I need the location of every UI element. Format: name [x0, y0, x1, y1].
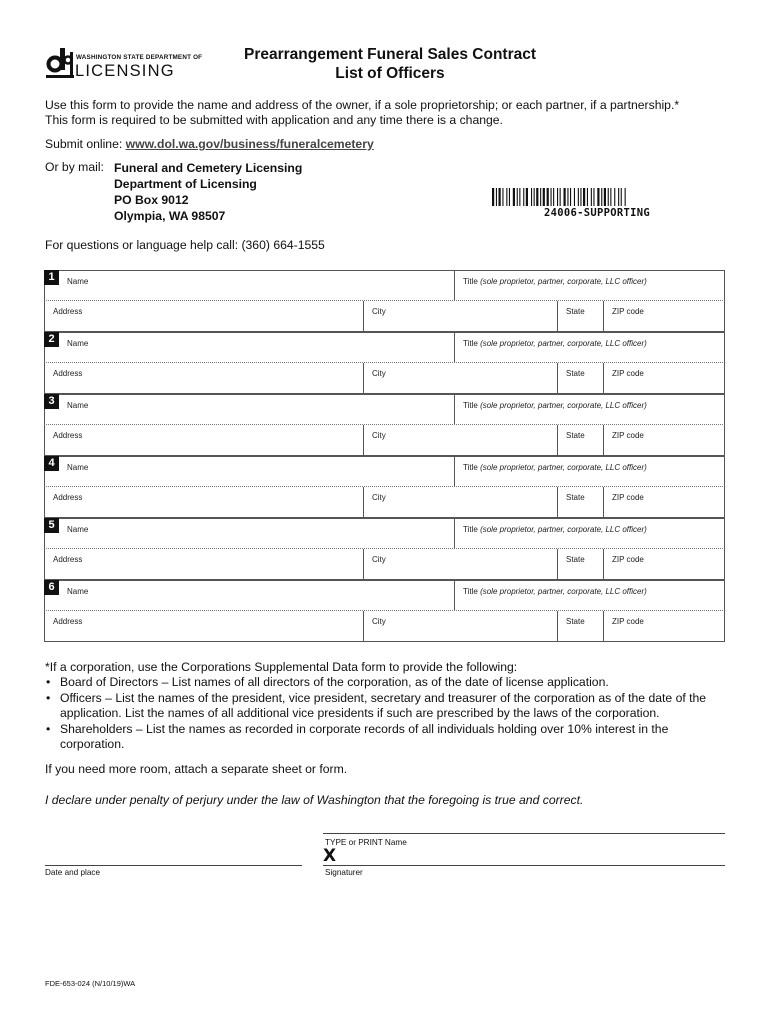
- name-label: Name: [67, 401, 89, 410]
- officer-block: [44, 456, 725, 518]
- officer-address-field[interactable]: [45, 363, 363, 393]
- barcode-bar: [570, 188, 571, 206]
- barcode-bar: [531, 188, 532, 206]
- city-label: City: [372, 369, 386, 378]
- officer-address-field[interactable]: [45, 487, 363, 517]
- officer-name-row: [44, 580, 725, 611]
- intro-line1: Use this form to provide the name and address of the owner, if a sole proprietorship; or each partner, if a partnership.*: [45, 98, 680, 112]
- officer-title-field[interactable]: [454, 271, 726, 300]
- officer-name-row: [44, 518, 725, 549]
- title-label: [463, 339, 647, 348]
- barcode-bar: [608, 188, 609, 206]
- barcode-bar: [591, 188, 592, 206]
- name-label: Name: [67, 463, 89, 472]
- state-label: State: [566, 307, 585, 316]
- mail-line: Olympia, WA 98507: [114, 209, 226, 223]
- officer-address-row: [44, 487, 725, 518]
- mail-line: Funeral and Cemetery Licensing: [114, 161, 303, 175]
- barcode-bar: [551, 188, 552, 206]
- mail-line: Department of Licensing: [114, 177, 257, 191]
- submit-online-label: Submit online:: [45, 137, 123, 151]
- officer-city-field[interactable]: [363, 301, 557, 331]
- officer-state-field[interactable]: [557, 425, 603, 455]
- name-label: Name: [67, 339, 89, 348]
- officer-name-field[interactable]: [45, 333, 454, 362]
- officer-address-row: [44, 363, 725, 394]
- notes-intro: *If a corporation, use the Corporations Supplemental Data form to provide the following:: [45, 660, 518, 674]
- barcode-bar: [604, 188, 606, 206]
- title-label-prefix: Title: [463, 463, 478, 472]
- address-label: Address: [53, 555, 83, 564]
- title-label-prefix: Title: [463, 525, 478, 534]
- title-label-hint: (sole proprietor, partner, corporate, LLC officer): [480, 401, 647, 410]
- address-label: Address: [53, 369, 83, 378]
- zip-label: ZIP code: [612, 555, 644, 564]
- barcode-bar: [502, 188, 503, 206]
- officer-name-field[interactable]: [45, 519, 454, 548]
- submit-online-link[interactable]: www.dol.wa.gov/business/funeralcemetery: [125, 137, 374, 151]
- officer-city-field[interactable]: [363, 611, 557, 641]
- state-label: State: [566, 369, 585, 378]
- officer-address-field[interactable]: [45, 611, 363, 641]
- barcode-bar: [601, 188, 602, 206]
- barcode-bar: [543, 188, 545, 206]
- officer-state-field[interactable]: [557, 487, 603, 517]
- barcode-bar: [523, 188, 524, 206]
- title-label-hint: (sole proprietor, partner, corporate, LLC officer): [480, 525, 647, 534]
- barcode-bar: [557, 188, 558, 206]
- type-name-label: TYPE or PRINT Name: [325, 838, 407, 847]
- officer-number: 2: [44, 332, 59, 347]
- date-place-line[interactable]: [45, 865, 302, 866]
- officer-block: [44, 518, 725, 580]
- barcode-bar: [593, 188, 594, 206]
- barcode-bar: [519, 188, 520, 206]
- state-label: State: [566, 431, 585, 440]
- barcode-bar: [564, 188, 566, 206]
- barcode-bar: [574, 188, 575, 206]
- officer-zip-field[interactable]: [603, 301, 726, 331]
- officer-zip-field[interactable]: [603, 425, 726, 455]
- barcode-bar: [492, 188, 494, 206]
- barcode-bar: [509, 188, 510, 206]
- corporation-notes: [45, 660, 735, 752]
- officer-name-field[interactable]: [45, 581, 454, 610]
- barcode-bar: [547, 188, 549, 206]
- note-officers: • Officers – List the names of the president, vice president, secretary and treasurer of the corporation as of the date of the application. List the names of all additional vice presidents if such are prescribed by the laws of the corporation.: [45, 691, 735, 722]
- city-label: City: [372, 431, 386, 440]
- title-label-prefix: Title: [463, 339, 478, 348]
- city-label: City: [372, 307, 386, 316]
- barcode-bar: [560, 188, 561, 206]
- title-label-prefix: Title: [463, 277, 478, 286]
- help-text: For questions or language help call: (360) 664-1555: [45, 238, 325, 252]
- address-label: Address: [53, 617, 83, 626]
- state-label: State: [566, 493, 585, 502]
- mail-line: PO Box 9012: [114, 193, 189, 207]
- barcode-bar: [597, 188, 599, 206]
- signature-x-mark: X: [323, 846, 337, 866]
- officer-name-field[interactable]: [45, 271, 454, 300]
- form-title-line2: List of Officers: [335, 65, 445, 82]
- officer-zip-field[interactable]: [603, 549, 726, 579]
- officer-title-field[interactable]: [454, 333, 726, 362]
- officer-address-field[interactable]: [45, 425, 363, 455]
- officer-name-row: [44, 456, 725, 487]
- officer-city-field[interactable]: [363, 487, 557, 517]
- title-label-hint: (sole proprietor, partner, corporate, LLC officer): [480, 277, 647, 286]
- barcode-bar: [580, 188, 581, 206]
- barcode-bar: [625, 188, 626, 206]
- intro-text: [45, 98, 745, 128]
- notes-list: [45, 675, 735, 752]
- title-label-hint: (sole proprietor, partner, corporate, LLC officer): [480, 339, 647, 348]
- barcode-bar: [583, 188, 585, 206]
- officer-title-field[interactable]: [454, 457, 726, 486]
- officer-zip-field[interactable]: [603, 363, 726, 393]
- barcode-text: 24006-SUPPORTING: [544, 207, 650, 219]
- name-label: Name: [67, 277, 89, 286]
- officer-address-row: [44, 301, 725, 332]
- signature-line[interactable]: [323, 865, 725, 866]
- officer-number: 4: [44, 456, 59, 471]
- officer-state-field[interactable]: [557, 611, 603, 641]
- name-label: Name: [67, 587, 89, 596]
- city-label: City: [372, 555, 386, 564]
- barcode-bar: [618, 188, 619, 206]
- barcode-bar: [578, 188, 579, 206]
- city-label: City: [372, 493, 386, 502]
- type-name-line[interactable]: [323, 833, 725, 834]
- title-label: [463, 401, 647, 410]
- dol-logo: [44, 48, 203, 80]
- officer-name-row: [44, 394, 725, 425]
- officer-name-row: [44, 332, 725, 363]
- barcode-bar: [534, 188, 535, 206]
- city-label: City: [372, 617, 386, 626]
- title-label: [463, 277, 647, 286]
- officer-state-field[interactable]: [557, 301, 603, 331]
- barcode-bar: [517, 188, 518, 206]
- address-label: Address: [53, 431, 83, 440]
- officer-address-field[interactable]: [45, 549, 363, 579]
- officer-block: [44, 580, 725, 642]
- officer-address-row: [44, 611, 725, 642]
- date-place-label: Date and place: [45, 868, 101, 877]
- zip-label: ZIP code: [612, 493, 644, 502]
- officer-address-row: [44, 425, 725, 456]
- officer-block: [44, 270, 725, 332]
- barcode-bar: [610, 188, 611, 206]
- barcode-bar: [587, 188, 588, 206]
- officer-number: 3: [44, 394, 59, 409]
- barcode-bar: [536, 188, 538, 206]
- dol-logo-icon: [44, 48, 74, 80]
- zip-label: ZIP code: [612, 617, 644, 626]
- officer-state-field[interactable]: [557, 549, 603, 579]
- title-label: [463, 587, 647, 596]
- officer-city-field[interactable]: [363, 363, 557, 393]
- zip-label: ZIP code: [612, 307, 644, 316]
- form-number: FDE-653-024 (N/10/19)WA: [45, 979, 136, 988]
- barcode-bar: [540, 188, 541, 206]
- officer-title-field[interactable]: [454, 519, 726, 548]
- zip-label: ZIP code: [612, 369, 644, 378]
- officer-zip-field[interactable]: [603, 611, 726, 641]
- officer-number: 6: [44, 580, 59, 595]
- intro-line2: This form is required to be submitted with application and any time there is a change.: [45, 113, 503, 127]
- officer-block: [44, 394, 725, 456]
- address-label: Address: [53, 493, 83, 502]
- title-label-hint: (sole proprietor, partner, corporate, LLC officer): [480, 587, 647, 596]
- form-title-line1: Prearrangement Funeral Sales Contract: [243, 46, 537, 63]
- logo-department-text: WASHINGTON STATE DEPARTMENT OF: [76, 54, 203, 61]
- state-label: State: [566, 617, 585, 626]
- declaration-text: I declare under penalty of perjury under the law of Washington that the foregoing is true and correct.: [45, 793, 584, 807]
- barcode-bar: [526, 188, 528, 206]
- mail-label: Or by mail:: [45, 160, 104, 174]
- officer-number: 5: [44, 518, 59, 533]
- zip-label: ZIP code: [612, 431, 644, 440]
- officer-address-field[interactable]: [45, 301, 363, 331]
- title-label: [463, 463, 647, 472]
- officer-title-field[interactable]: [454, 395, 726, 424]
- barcode-bar: [513, 188, 515, 206]
- barcode-bar: [614, 188, 615, 206]
- barcode-bar: [553, 188, 554, 206]
- barcode-bar: [506, 188, 507, 206]
- state-label: State: [566, 555, 585, 564]
- officer-name-field[interactable]: [45, 395, 454, 424]
- officer-title-field[interactable]: [454, 581, 726, 610]
- barcode-bar: [496, 188, 497, 206]
- title-label-prefix: Title: [463, 401, 478, 410]
- barcode-bar: [567, 188, 568, 206]
- officer-city-field[interactable]: [363, 549, 557, 579]
- mail-address: [114, 160, 302, 224]
- title-label-prefix: Title: [463, 587, 478, 596]
- officer-state-field[interactable]: [557, 363, 603, 393]
- signature-label: Signaturer: [325, 868, 363, 877]
- officer-name-row: [44, 270, 725, 301]
- officer-block: [44, 332, 725, 394]
- more-room-text: If you need more room, attach a separate sheet or form.: [45, 762, 348, 776]
- barcode-bar: [499, 188, 501, 206]
- title-label: [463, 525, 647, 534]
- barcode: [492, 188, 702, 206]
- note-shareholders: • Shareholders – List the names as recorded in corporate records of all individuals holding over 10% interest in the corporation.: [45, 722, 735, 753]
- officer-name-field[interactable]: [45, 457, 454, 486]
- submit-online: [45, 137, 374, 151]
- title-label-hint: (sole proprietor, partner, corporate, LLC officer): [480, 463, 647, 472]
- officer-city-field[interactable]: [363, 425, 557, 455]
- barcode-bar: [621, 188, 622, 206]
- logo-licensing-text: LICENSING: [75, 62, 175, 80]
- officer-number: 1: [44, 270, 59, 285]
- note-board-of-directors: • Board of Directors – List names of all directors of the corporation, as of the date of license application.: [45, 675, 735, 690]
- officers-table: [44, 270, 725, 642]
- officer-address-row: [44, 549, 725, 580]
- form-title: [190, 45, 590, 83]
- officer-zip-field[interactable]: [603, 487, 726, 517]
- name-label: Name: [67, 525, 89, 534]
- address-label: Address: [53, 307, 83, 316]
